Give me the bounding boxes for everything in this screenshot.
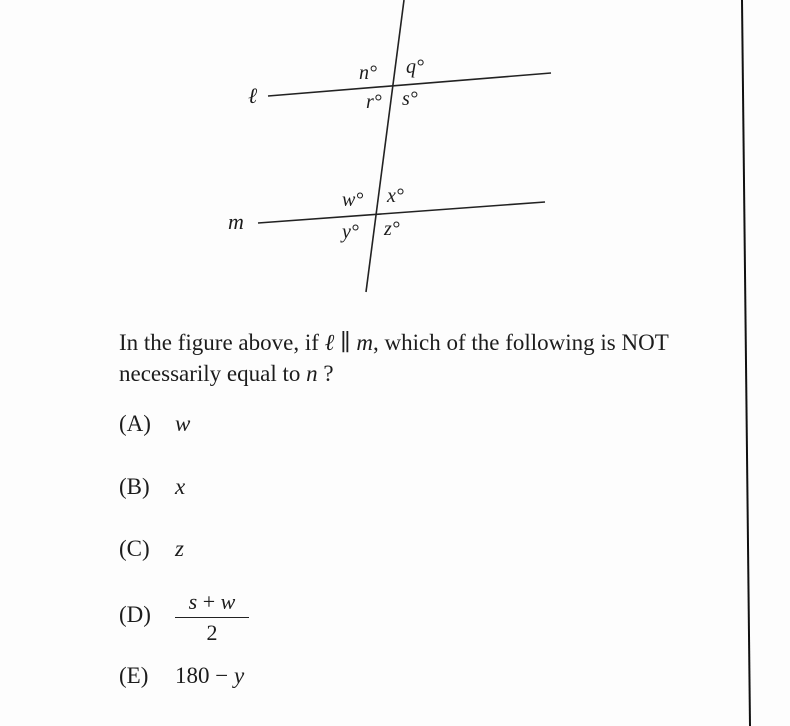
- angle-r-label: r°: [366, 91, 382, 113]
- angle-z-label: z°: [384, 218, 400, 240]
- angle-x-label: x°: [387, 185, 404, 207]
- choice-c[interactable]: [119, 535, 184, 563]
- angle-y-label: y°: [342, 221, 359, 243]
- question-m: m: [356, 330, 373, 355]
- angle-s-label: s°: [402, 88, 418, 110]
- choice-a-letter: (A): [119, 411, 151, 436]
- choice-c-value: z: [175, 536, 184, 561]
- choice-d-letter: (D): [119, 602, 151, 627]
- line-m-label: m: [228, 209, 244, 234]
- choice-d-numerator: s + w: [175, 590, 249, 618]
- question-n: n: [306, 361, 318, 386]
- choice-e-letter: (E): [119, 663, 149, 688]
- choice-e[interactable]: [119, 662, 244, 690]
- line-l-label: ℓ: [248, 83, 258, 108]
- choice-a-value: w: [175, 411, 191, 436]
- choice-d-fraction: [175, 590, 249, 645]
- question-text: In the figure above, if ℓ ∥ m, which of the following is NOT necessarily equal to n ?: [119, 330, 669, 386]
- choice-d[interactable]: [119, 601, 175, 629]
- transversal-line: [366, 0, 404, 292]
- question-l: ℓ: [324, 330, 335, 355]
- angle-w-label: w°: [342, 189, 364, 211]
- choice-b[interactable]: [119, 473, 185, 501]
- choice-d-denominator: 2: [206, 620, 218, 645]
- page-right-rule: [742, 0, 750, 726]
- choice-b-value: x: [175, 474, 186, 499]
- choice-b-letter: (B): [119, 474, 150, 499]
- choice-e-value: 180 − y: [175, 663, 245, 688]
- choice-a[interactable]: [119, 410, 190, 438]
- angle-n-label: n°: [359, 62, 377, 84]
- angle-q-label: q°: [406, 56, 424, 78]
- choice-c-letter: (C): [119, 536, 150, 561]
